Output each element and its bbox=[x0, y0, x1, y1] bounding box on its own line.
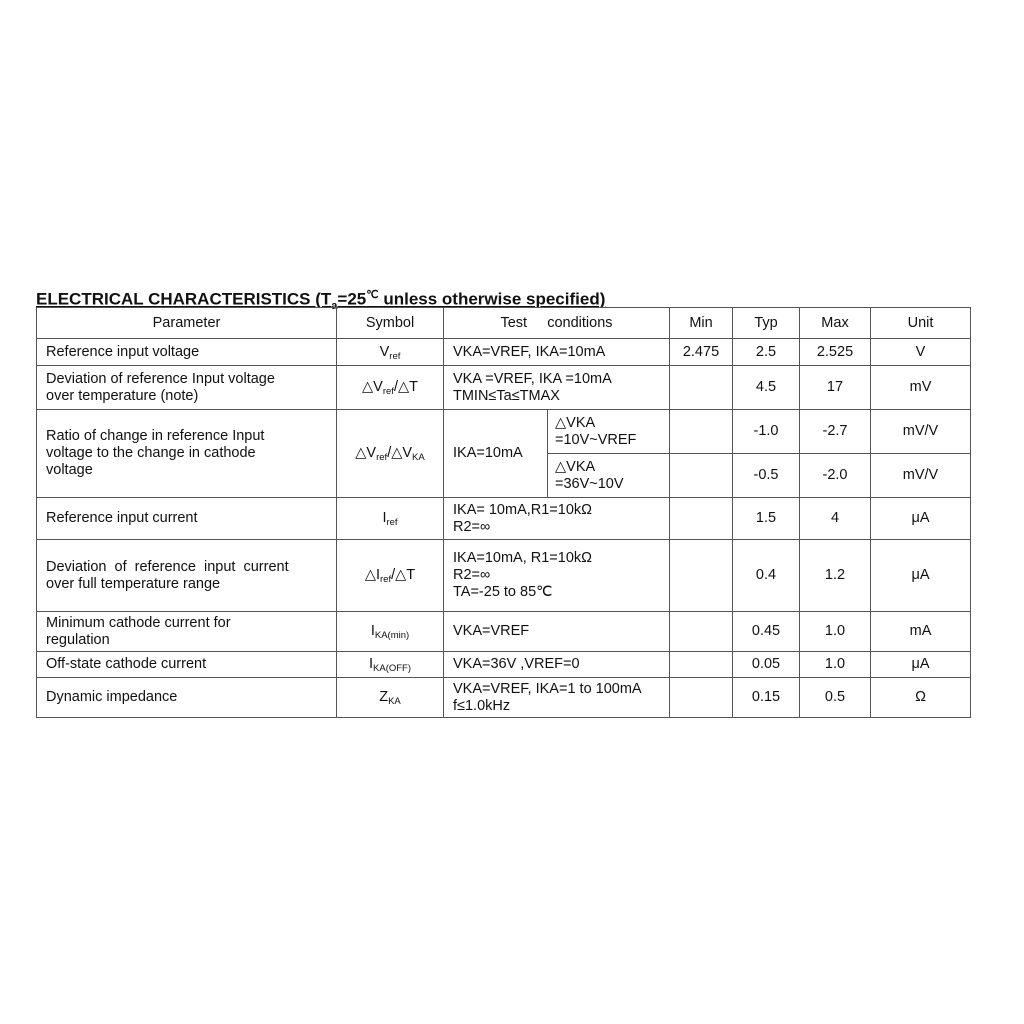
symbol-cell: $\triangle I_{ref}/\triangle T$ bbox=[337, 540, 444, 612]
max-cell: -2.0 bbox=[800, 454, 871, 498]
unit-cell: μA bbox=[871, 498, 971, 540]
header-row bbox=[37, 308, 971, 339]
table-row bbox=[37, 339, 971, 366]
header-parameter: Parameter bbox=[37, 308, 337, 339]
header-unit: Unit bbox=[871, 308, 971, 339]
param-cell: Ratio of change in reference Input voltage to the change in cathode voltage bbox=[37, 410, 337, 498]
symbol-cell: $I_{KA(min)}$ bbox=[337, 612, 444, 652]
min-cell bbox=[670, 612, 733, 652]
max-cell: 2.525 bbox=[800, 339, 871, 366]
min-cell bbox=[670, 366, 733, 410]
symbol-cell: $I_{KA(OFF)}$ bbox=[337, 652, 444, 678]
min-cell bbox=[670, 498, 733, 540]
min-cell: 2.475 bbox=[670, 339, 733, 366]
unit-cell: μA bbox=[871, 652, 971, 678]
min-cell bbox=[670, 678, 733, 718]
typ-cell: 2.5 bbox=[733, 339, 800, 366]
symbol-cell: $\triangle V_{ref}/\triangle T$ bbox=[337, 366, 444, 410]
symbol-cell: $\triangle V_{ref}/\triangle V_{KA}$ bbox=[337, 410, 444, 498]
test-cell: VKA=VREF bbox=[444, 612, 670, 652]
table-row bbox=[37, 652, 971, 678]
typ-cell: 0.4 bbox=[733, 540, 800, 612]
unit-cell: mV bbox=[871, 366, 971, 410]
param-cell: Dynamic impedance bbox=[37, 678, 337, 718]
param-cell: Minimum cathode current for regulation bbox=[37, 612, 337, 652]
min-cell bbox=[670, 410, 733, 454]
unit-cell: mV/V bbox=[871, 454, 971, 498]
test-subcondition-b: △VKA =36V~10V bbox=[548, 454, 670, 498]
table-row bbox=[37, 612, 971, 652]
param-cell: Reference input voltage bbox=[37, 339, 337, 366]
unit-cell: mA bbox=[871, 612, 971, 652]
typ-cell: 1.5 bbox=[733, 498, 800, 540]
test-cell: VKA=VREF, IKA=10mA bbox=[444, 339, 670, 366]
unit-cell: μA bbox=[871, 540, 971, 612]
unit-cell: V bbox=[871, 339, 971, 366]
header-typ: Typ bbox=[733, 308, 800, 339]
param-cell: Reference input current bbox=[37, 498, 337, 540]
symbol-cell: $I_{ref}$ bbox=[337, 498, 444, 540]
table-row bbox=[37, 540, 971, 612]
param-cell: Deviation of reference Input voltage over temperature (note) bbox=[37, 366, 337, 410]
symbol-cell: $V_{ref}$ bbox=[337, 339, 444, 366]
header-symbol: Symbol bbox=[337, 308, 444, 339]
max-cell: 1.0 bbox=[800, 652, 871, 678]
min-cell bbox=[670, 454, 733, 498]
table-row bbox=[37, 366, 971, 410]
typ-cell: -1.0 bbox=[733, 410, 800, 454]
table-row bbox=[37, 498, 971, 540]
header-min: Min bbox=[670, 308, 733, 339]
table-title: ELECTRICAL CHARACTERISTICS ($T_a=25^℃$ unless otherwise specified) bbox=[36, 289, 606, 313]
test-cell: IKA= 10mA,R1=10kΩ R2=∞ bbox=[444, 498, 670, 540]
max-cell: 1.0 bbox=[800, 612, 871, 652]
max-cell: 4 bbox=[800, 498, 871, 540]
typ-cell: 4.5 bbox=[733, 366, 800, 410]
table-row bbox=[37, 678, 971, 718]
typ-cell: 0.05 bbox=[733, 652, 800, 678]
test-cell: VKA=36V ,VREF=0 bbox=[444, 652, 670, 678]
test-cell: VKA =VREF, IKA =10mA TMIN≤Ta≤TMAX bbox=[444, 366, 670, 410]
typ-cell: 0.45 bbox=[733, 612, 800, 652]
unit-cell: Ω bbox=[871, 678, 971, 718]
symbol-cell: $Z_{KA}$ bbox=[337, 678, 444, 718]
test-cell: IKA=10mA bbox=[444, 410, 548, 498]
param-cell: Off-state cathode current bbox=[37, 652, 337, 678]
test-cell: VKA=VREF, IKA=1 to 100mA f≤1.0kHz bbox=[444, 678, 670, 718]
typ-cell: -0.5 bbox=[733, 454, 800, 498]
electrical-characteristics-table bbox=[36, 307, 971, 718]
test-cell: IKA=10mA, R1=10kΩ R2=∞ TA=-25 to 85℃ bbox=[444, 540, 670, 612]
header-max: Max bbox=[800, 308, 871, 339]
max-cell: 0.5 bbox=[800, 678, 871, 718]
typ-cell: 0.15 bbox=[733, 678, 800, 718]
table-row bbox=[37, 410, 971, 454]
max-cell: -2.7 bbox=[800, 410, 871, 454]
param-cell: Deviation of reference input current over full temperature range bbox=[37, 540, 337, 612]
test-subcondition-a: △VKA =10V~VREF bbox=[548, 410, 670, 454]
header-test-conditions: Test conditions bbox=[444, 308, 670, 339]
min-cell bbox=[670, 652, 733, 678]
max-cell: 17 bbox=[800, 366, 871, 410]
min-cell bbox=[670, 540, 733, 612]
max-cell: 1.2 bbox=[800, 540, 871, 612]
unit-cell: mV/V bbox=[871, 410, 971, 454]
